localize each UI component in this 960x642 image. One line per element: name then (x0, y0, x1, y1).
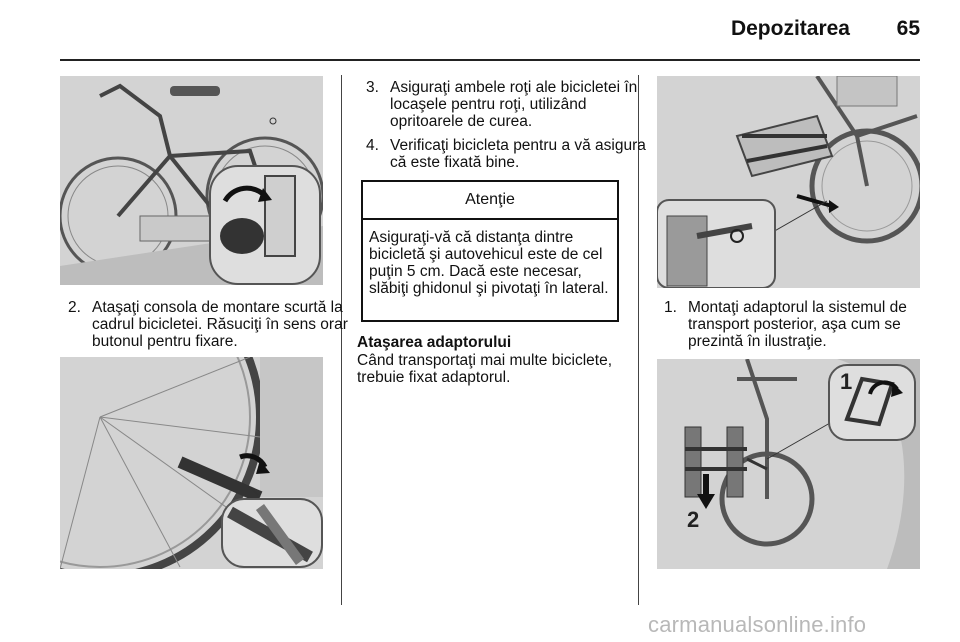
step-4-number: 4. (366, 137, 379, 154)
page-header (0, 0, 960, 60)
step-4-text: Verificaţi bicicleta pentru a vă asigura că este fixată bine. (390, 137, 646, 171)
step-3-text: Asiguraţi ambele roţi ale bicicletei în locaşele pentru roţi, utilizând opritoarele de curea. (390, 79, 638, 130)
step-4 (366, 137, 652, 171)
section-text: Când transportaţi mai multe biciclete, trebuie fixat adaptorul. (357, 352, 613, 386)
step-3-number: 3. (366, 79, 379, 96)
figure-adaptor (657, 359, 920, 569)
figure-rack (657, 76, 920, 288)
caution-title: Atenţie (363, 182, 617, 220)
section-heading: Ataşarea adaptorului (357, 334, 512, 351)
step-1-number: 1. (664, 299, 677, 316)
illustration-wheel-strap (60, 357, 323, 569)
caution-text: Asiguraţi-vă că distanţa dintre bicicletă şi autovehicul este de cel puţin 5 cm. Dacă este necesar, slăbiţi ghidonul şi pivotaţi în lateral. (369, 229, 609, 297)
illustration-bike-mount (60, 76, 323, 285)
watermark: carmanualsonline.info (648, 612, 867, 637)
figure-wheel-strap (60, 357, 323, 569)
step-1-text: Montaţi adaptorul la sistemul de transport posterior, aşa cum se prezintă în ilustraţie. (688, 299, 907, 350)
step-2-number: 2. (68, 299, 81, 316)
header-rule (60, 59, 920, 61)
step-1 (664, 299, 950, 350)
figure-bike-mount (60, 76, 323, 285)
callout-2: 2 (687, 507, 700, 532)
callout-1: 1 (840, 369, 853, 394)
caution-box (361, 180, 619, 322)
step-3 (366, 79, 652, 130)
page-number: 65 (896, 17, 920, 40)
illustration-adaptor (657, 359, 920, 569)
illustration-rack (657, 76, 920, 288)
step-2 (68, 299, 352, 350)
page-title: Depozitarea (730, 17, 850, 40)
step-2-text: Ataşaţi consola de montare scurtă la cadrul bicicletei. Răsuciţi în sens orar butonul pentru fixare. (92, 299, 348, 350)
